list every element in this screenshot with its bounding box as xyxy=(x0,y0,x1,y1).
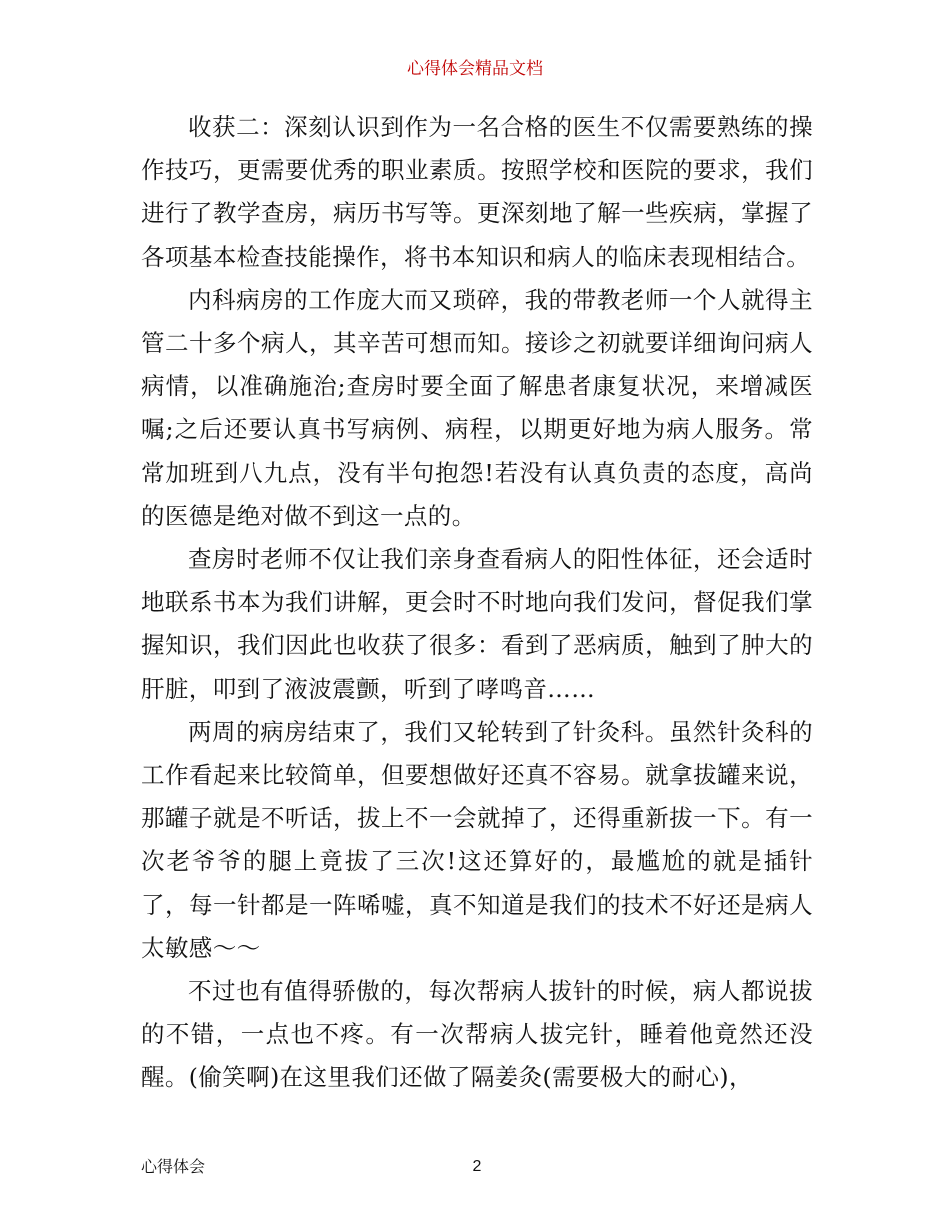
paragraph-3: 查房时老师不仅让我们亲身查看病人的阳性体征，还会适时地联系书本为我们讲解，更会时不时地向我们发问，督促我们掌握知识，我们因此也收获了很多：看到了恶病质，触到了肿大的肝脏，叩到了液波震颤，听到了哮鸣音…… xyxy=(141,545,813,703)
paragraph-1: 收获二：深刻认识到作为一名合格的医生不仅需要熟练的操作技巧，更需要优秀的职业素质。按照学校和医院的要求，我们进行了教学查房，病历书写等。更深刻地了解一些疾病，掌握了各项基本检查技能操作，将书本知识和病人的临床表现相结合。 xyxy=(141,113,813,271)
page-footer xyxy=(141,1156,813,1178)
paragraph-5: 不过也有值得骄傲的，每次帮病人拔针的时候，病人都说拔的不错，一点也不疼。有一次帮病人拔完针，睡着他竟然还没醒。(偷笑啊)在这里我们还做了隔姜灸(需要极大的耐心)， xyxy=(141,977,813,1092)
paragraph-2: 内科病房的工作庞大而又琐碎，我的带教老师一个人就得主管二十多个病人，其辛苦可想而知。接诊之初就要详细询问病人病情，以准确施治;查房时要全面了解患者康复状况，来增减医嘱;之后还要认真书写病例、病程，以期更好地为病人服务。常常加班到八九点，没有半句抱怨!若没有认真负责的态度，高尚的医德是绝对做不到这一点的。 xyxy=(141,285,813,530)
page-number: 2 xyxy=(472,1158,482,1175)
document-body xyxy=(141,106,813,1100)
footer-label: 心得体会 xyxy=(141,1157,206,1176)
page-header-title: 心得体会精品文档 xyxy=(407,59,543,79)
paragraph-4: 两周的病房结束了，我们又轮转到了针灸科。虽然针灸科的工作看起来比较简单，但要想做好还真不容易。就拿拔罐来说，那罐子就是不听话，拔上不一会就掉了，还得重新拔一下。有一次老爷爷的腿上竟拔了三次!这还算好的，最尴尬的就是插针了，每一针都是一阵唏嘘，真不知道是我们的技术不好还是病人太敏感～～ xyxy=(141,717,813,962)
